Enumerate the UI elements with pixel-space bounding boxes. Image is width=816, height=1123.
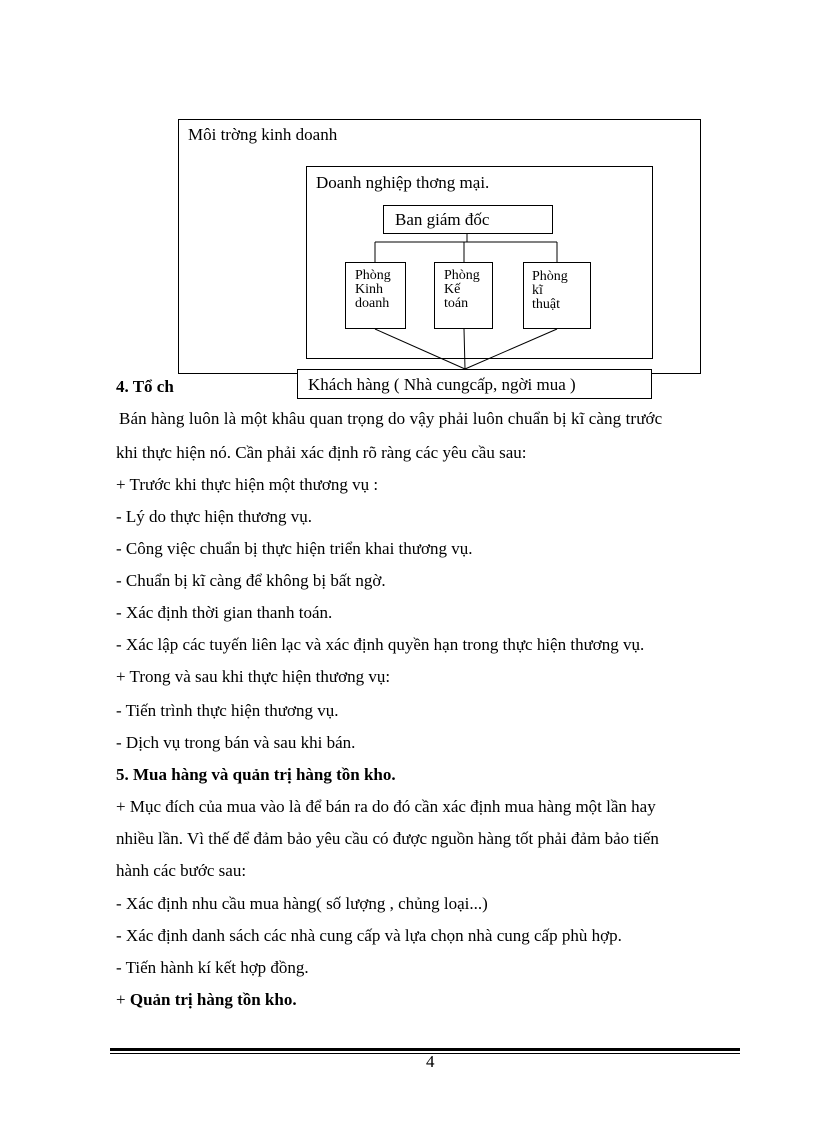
customer-label: Khách hàng ( Nhà cungcấp, ngời mua ) <box>308 375 576 394</box>
list-item: - Xác lập các tuyến liên lạc và xác định quyền hạn trong thực hiện thương vụ. <box>116 635 645 654</box>
section-4-line-2: khi thực hiện nó. Cần phải xác định rõ ràng các yêu cầu sau: <box>116 443 527 462</box>
section-4-sub-1: + Trước khi thực hiện một thương vụ : <box>116 475 379 494</box>
list-item: - Xác định danh sách các nhà cung cấp và lựa chọn nhà cung cấp phù hợp. <box>116 926 622 945</box>
section-5-para-line: + Mục đích của mua vào là để bán ra do đó cần xác định mua hàng một lần hay <box>116 797 656 816</box>
list-item: - Dịch vụ trong bán và sau khi bán. <box>116 733 356 752</box>
section-5-last-item: + Quản trị hàng tồn kho. <box>116 990 297 1009</box>
board-label: Ban giám đốc <box>395 210 490 229</box>
dept-label-technical: Phòng kĩ thuật <box>532 269 568 312</box>
list-item: - Xác định thời gian thanh toán. <box>116 603 333 622</box>
list-item: - Công việc chuẩn bị thực hiện triển khai thương vụ. <box>116 539 473 558</box>
page-number: 4 <box>426 1052 435 1071</box>
list-item: - Tiến hành kí kết hợp đồng. <box>116 958 309 977</box>
section-5-heading: 5. Mua hàng và quản trị hàng tồn kho. <box>116 765 396 784</box>
footer-rule-thin <box>110 1053 740 1054</box>
inventory-management-label: Quản trị hàng tồn kho. <box>129 990 297 1009</box>
list-item: - Chuẩn bị kĩ càng để không bị bất ngờ. <box>116 571 386 590</box>
section-5-para-line: hành các bước sau: <box>116 861 247 880</box>
section-5-para-line: nhiều lần. Vì thế để đảm bảo yêu cầu có được nguồn hàng tốt phải đảm bảo tiến <box>116 829 659 848</box>
list-item: - Tiến trình thực hiện thương vụ. <box>116 701 339 720</box>
list-item: - Lý do thực hiện thương vụ. <box>116 507 312 526</box>
section-4-heading: 4. Tổ ch <box>116 377 174 396</box>
section-4-sub-2: + Trong và sau khi thực hiện thương vụ: <box>116 667 391 686</box>
business-environment-label: Môi trờng kinh doanh <box>188 125 338 144</box>
dept-label-accounting: Phòng Kế toán <box>444 268 480 311</box>
footer-rule-thick <box>110 1048 740 1051</box>
list-item: - Xác định nhu cầu mua hàng( số lượng , chủng loại...) <box>116 894 488 913</box>
section-4-line-1: Bán hàng luôn là một khâu quan trọng do vậy phải luôn chuẩn bị kĩ càng trước <box>119 409 663 428</box>
company-label: Doanh nghiệp thơng mại. <box>316 173 490 192</box>
dept-label-sales: Phòng Kinh doanh <box>355 268 391 311</box>
